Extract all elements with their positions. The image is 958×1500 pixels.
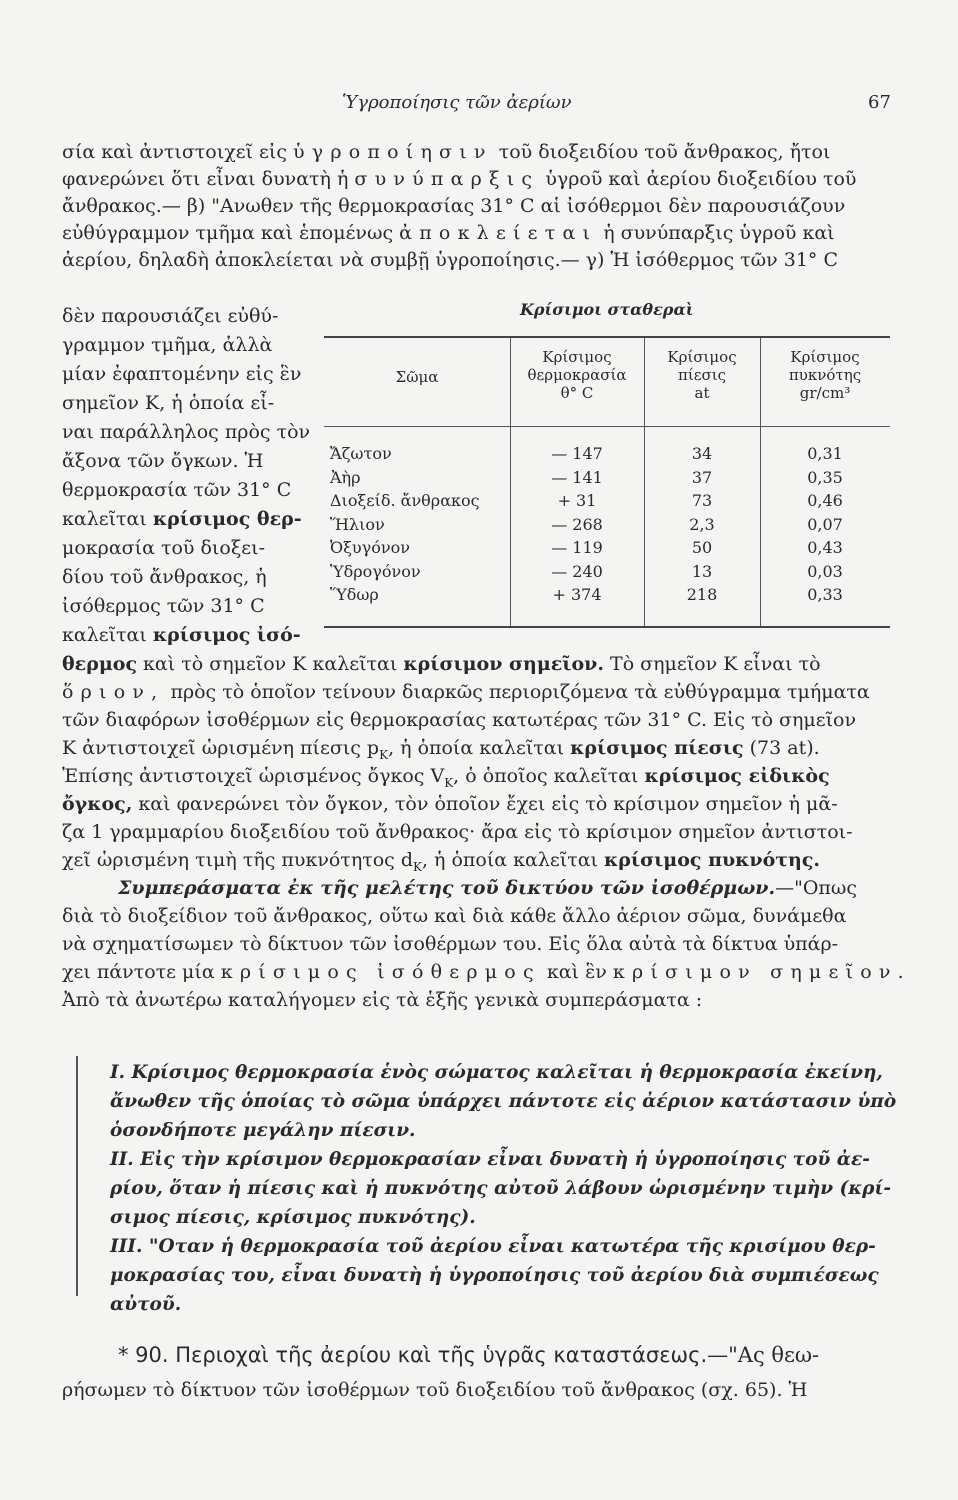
text-line: ἄξονα τῶν ὄγκων. Ἡ [62, 450, 264, 472]
text-line: ζα 1 γραμμαρίου διοξειδίου τοῦ ἄνθρακος· ἄρα εἰς τὸ κρίσιμον σημεῖον ἀντιστοι- [62, 821, 853, 843]
running-title: Ὑγροποίησις τῶν ἀερίων [342, 92, 572, 113]
text-line: μοκρασία τοῦ διοξει- [62, 537, 265, 559]
table-cell: 13 [691, 561, 713, 581]
table-cell: 0,03 [807, 561, 843, 581]
table-cell: 0,07 [807, 514, 843, 534]
text-line: χεῖ ὡρισμένη τιμὴ τῆς πυκνότητος $d_K$, ἡ ὁποία καλεῖται κρίσιμος πυκνότης. [62, 849, 821, 874]
conclusions-margin-rule [76, 1056, 78, 1296]
temperature-column [510, 442, 644, 607]
header-body: Σῶμα [395, 368, 439, 386]
text-line: νὰ σχηματίσωμεν τὸ δίκτυον τῶν ἰσοθέρμων του. Εἰς ὅλα αὐτὰ τὰ δίκτυα ὑπάρ- [62, 933, 839, 955]
table-cell: — 240 [551, 561, 603, 581]
text-line: ὄγκος, καὶ φανερώνει τὸν ὄγκον, τὸν ὁποῖον ἔχει εἰς τὸ κρίσιμον σημεῖον ἡ μᾶ- [62, 793, 838, 815]
table-cell: 2,3 [689, 514, 715, 534]
header-temperature: Κρίσιμος θερμοκρασία θ° C [527, 348, 627, 402]
text-line: ἄνθρακος.— β) "Ανωθεν τῆς θερμοκρασίας 31° C αἱ ἰσόθερμοι δὲν παρουσιάζουν [62, 195, 846, 217]
table-cell: 0,46 [807, 491, 843, 510]
table-cell: 0,35 [807, 467, 843, 487]
text-line: φανερώνει ὅτι εἶναι δυνατὴ ἡ συνύπαρξις ὑγροῦ καὶ ἀερίου διοξειδίου τοῦ [62, 168, 857, 190]
section-heading: * 90. Περιοχαὶ τῆς ἀερίου καὶ τῆς ὑγρᾶς καταστάσεως.—"Ας θεω- [118, 1343, 820, 1367]
table-cell: 0,43 [807, 538, 843, 557]
table-cell: + 374 [552, 585, 602, 604]
conclusion-line: αὐτοῦ. [110, 1294, 182, 1315]
header-density: Κρίσιμος πυκνότης gr/cm³ [788, 348, 862, 402]
table-cell: 50 [691, 538, 713, 557]
text-line: σία καὶ ἀντιστοιχεῖ εἰς ὑγροποίησιν τοῦ διοξειδίου τοῦ ἄνθρακος, ἤτοι [62, 141, 831, 163]
conclusion-line: III. "Οταν ἡ θερμοκρασία τοῦ ἀερίου εἶναι κατωτέρα τῆς κρισίμου θερ- [110, 1236, 876, 1257]
table-cell: Ἄζωτον [330, 444, 392, 463]
text-line: δὲν παρουσιάζει εὐθύ- [62, 305, 279, 327]
text-line: καλεῖται κρίσιμος θερ- [62, 508, 302, 530]
table-cell: — 141 [551, 467, 603, 487]
pressure-column [644, 442, 760, 607]
table-cell: Διοξείδ. ἄνθρακος [330, 491, 480, 510]
text-line: ἀερίου, δηλαδὴ ἀποκλείεται νὰ συμβῇ ὑγροποίησις.— γ) Ἡ ἰσόθερμος τῶν 31° C [62, 249, 838, 271]
text-line: Ἐπίσης ἀντιστοιχεῖ ὡρισμένος ὄγκος $V_K$, ὁ ὁποῖος καλεῖται κρίσιμος εἰδικὸς [62, 765, 830, 790]
text-line: σημεῖον Κ, ἡ ὁποία εἶ- [62, 392, 275, 414]
header-pressure: Κρίσιμος πίεσις at [667, 348, 737, 402]
table-cell: — 147 [551, 444, 603, 463]
table-cell: Ἥλιον [330, 514, 385, 534]
conclusion-line: ρίου, ὅταν ἡ πίεσις καὶ ἡ πυκνότης αὐτοῦ λάβουν ὡρισμένην τιμὴν (κρί- [110, 1178, 892, 1199]
text-line: μίαν ἐφαπτομένην εἰς ἓν [62, 363, 302, 385]
table-cell: 73 [691, 491, 713, 510]
text-line: ρήσωμεν τὸ δίκτυον τῶν ἰσοθέρμων τοῦ διοξειδίου τοῦ ἄνθρακος (σχ. 65). Ἡ [62, 1379, 808, 1401]
conclusions-list [110, 1058, 910, 1319]
table-cell: 0,31 [807, 444, 843, 463]
conclusion-line: μοκρασίας του, εἶναι δυνατὴ ἡ ὑγροποίησις τοῦ ἀερίου διὰ συμπιέσεως [110, 1265, 879, 1286]
table-cell: 218 [686, 585, 718, 604]
table-cell: 34 [691, 444, 713, 463]
table-cell: Ἀὴρ [330, 467, 361, 487]
text-line: θερμοκρασία τῶν 31° C [62, 479, 292, 501]
text-line: θερμος καὶ τὸ σημεῖον Κ καλεῖται κρίσιμον σημεῖον. Τὸ σημεῖον Κ εἶναι τὸ [62, 653, 821, 675]
text-line: Ἀπὸ τὰ ἀνωτέρω καταλήγομεν εἰς τὰ ἑξῆς γενικὰ συμπεράσματα : [62, 989, 703, 1011]
text-line: χει πάντοτε μία κρίσιμος ἰσόθερμος καὶ ἓν κρίσιμον σημεῖον. [62, 961, 911, 983]
table-cell: Ὑδρογόνον [330, 561, 421, 581]
text-line: δίου τοῦ ἄνθρακος, ἡ [62, 566, 267, 588]
table-cell: Ὀξυγόνον [330, 538, 410, 557]
table-cell: 0,33 [807, 585, 843, 604]
text-line: Κ ἀντιστοιχεῖ ὡρισμένη πίεσις $p_K$, ἡ ὁποία καλεῖται κρίσιμος πίεσις (73 at). [62, 737, 820, 762]
conclusion-line: ὁσονδήποτε μεγάλην πίεσιν. [110, 1120, 416, 1141]
table-cell: — 119 [551, 538, 603, 557]
text-line: ἰσόθερμος τῶν 31° C [62, 595, 265, 617]
text-line: διὰ τὸ διοξείδιον τοῦ ἄνθρακος, οὕτω καὶ διὰ κάθε ἄλλο ἀέριον σῶμα, δυνάμεθα [62, 905, 847, 927]
conclusion-line: ἄνωθεν τῆς ὁποίας τὸ σῶμα ὑπάρχει πάντοτε εἰς ἀέριον κατάστασιν ὑπὸ [110, 1091, 897, 1112]
conclusion-line: I. Κρίσιμος θερμοκρασία ἑνὸς σώματος καλεῖται ἡ θερμοκρασία ἐκείνη, [110, 1062, 883, 1083]
table-cell: — 268 [551, 514, 603, 534]
table-cell: 37 [691, 467, 713, 487]
density-column [760, 442, 890, 607]
table-cell: + 31 [557, 491, 597, 510]
text-line: Συμπεράσματα ἐκ τῆς μελέτης τοῦ δικτύου τῶν ἰσοθέρμων.—"Οπως [118, 877, 858, 899]
text-line: καλεῖται κρίσιμος ἰσό- [62, 624, 301, 646]
body-column [330, 442, 510, 607]
header-divider [324, 426, 890, 427]
page-number: 67 [868, 92, 891, 113]
text-line: τῶν διαφόρων ἰσοθέρμων εἰς θερμοκρασίας κατωτέρας τῶν 31° C. Εἰς τὸ σημεῖον [62, 709, 857, 731]
table-cell: Ὕδωρ [330, 585, 379, 604]
critical-constants-table [324, 336, 890, 628]
text-line: γραμμον τμῆμα, ἀλλὰ [62, 334, 273, 356]
text-line: εὐθύγραμμον τμῆμα καὶ ἑπομένως ἀποκλείεται ἡ συνύπαρξις ὑγροῦ καὶ [62, 222, 835, 244]
text-line: ναι παράλληλος πρὸς τὸν [62, 421, 311, 443]
conclusion-line: II. Εἰς τὴν κρίσιμον θερμοκρασίαν εἶναι δυνατὴ ἡ ὑγροποίησις τοῦ ἀε- [110, 1149, 870, 1170]
table-caption: Κρίσιμοι σταθεραὶ [520, 300, 694, 319]
text-line: ὅριον, πρὸς τὸ ὁποῖον τείνουν διαρκῶς περιοριζόμενα τὰ εὐθύγραμμα τμήματα [62, 681, 870, 703]
conclusion-line: σιμος πίεσις, κρίσιμος πυκνότης). [110, 1207, 476, 1228]
